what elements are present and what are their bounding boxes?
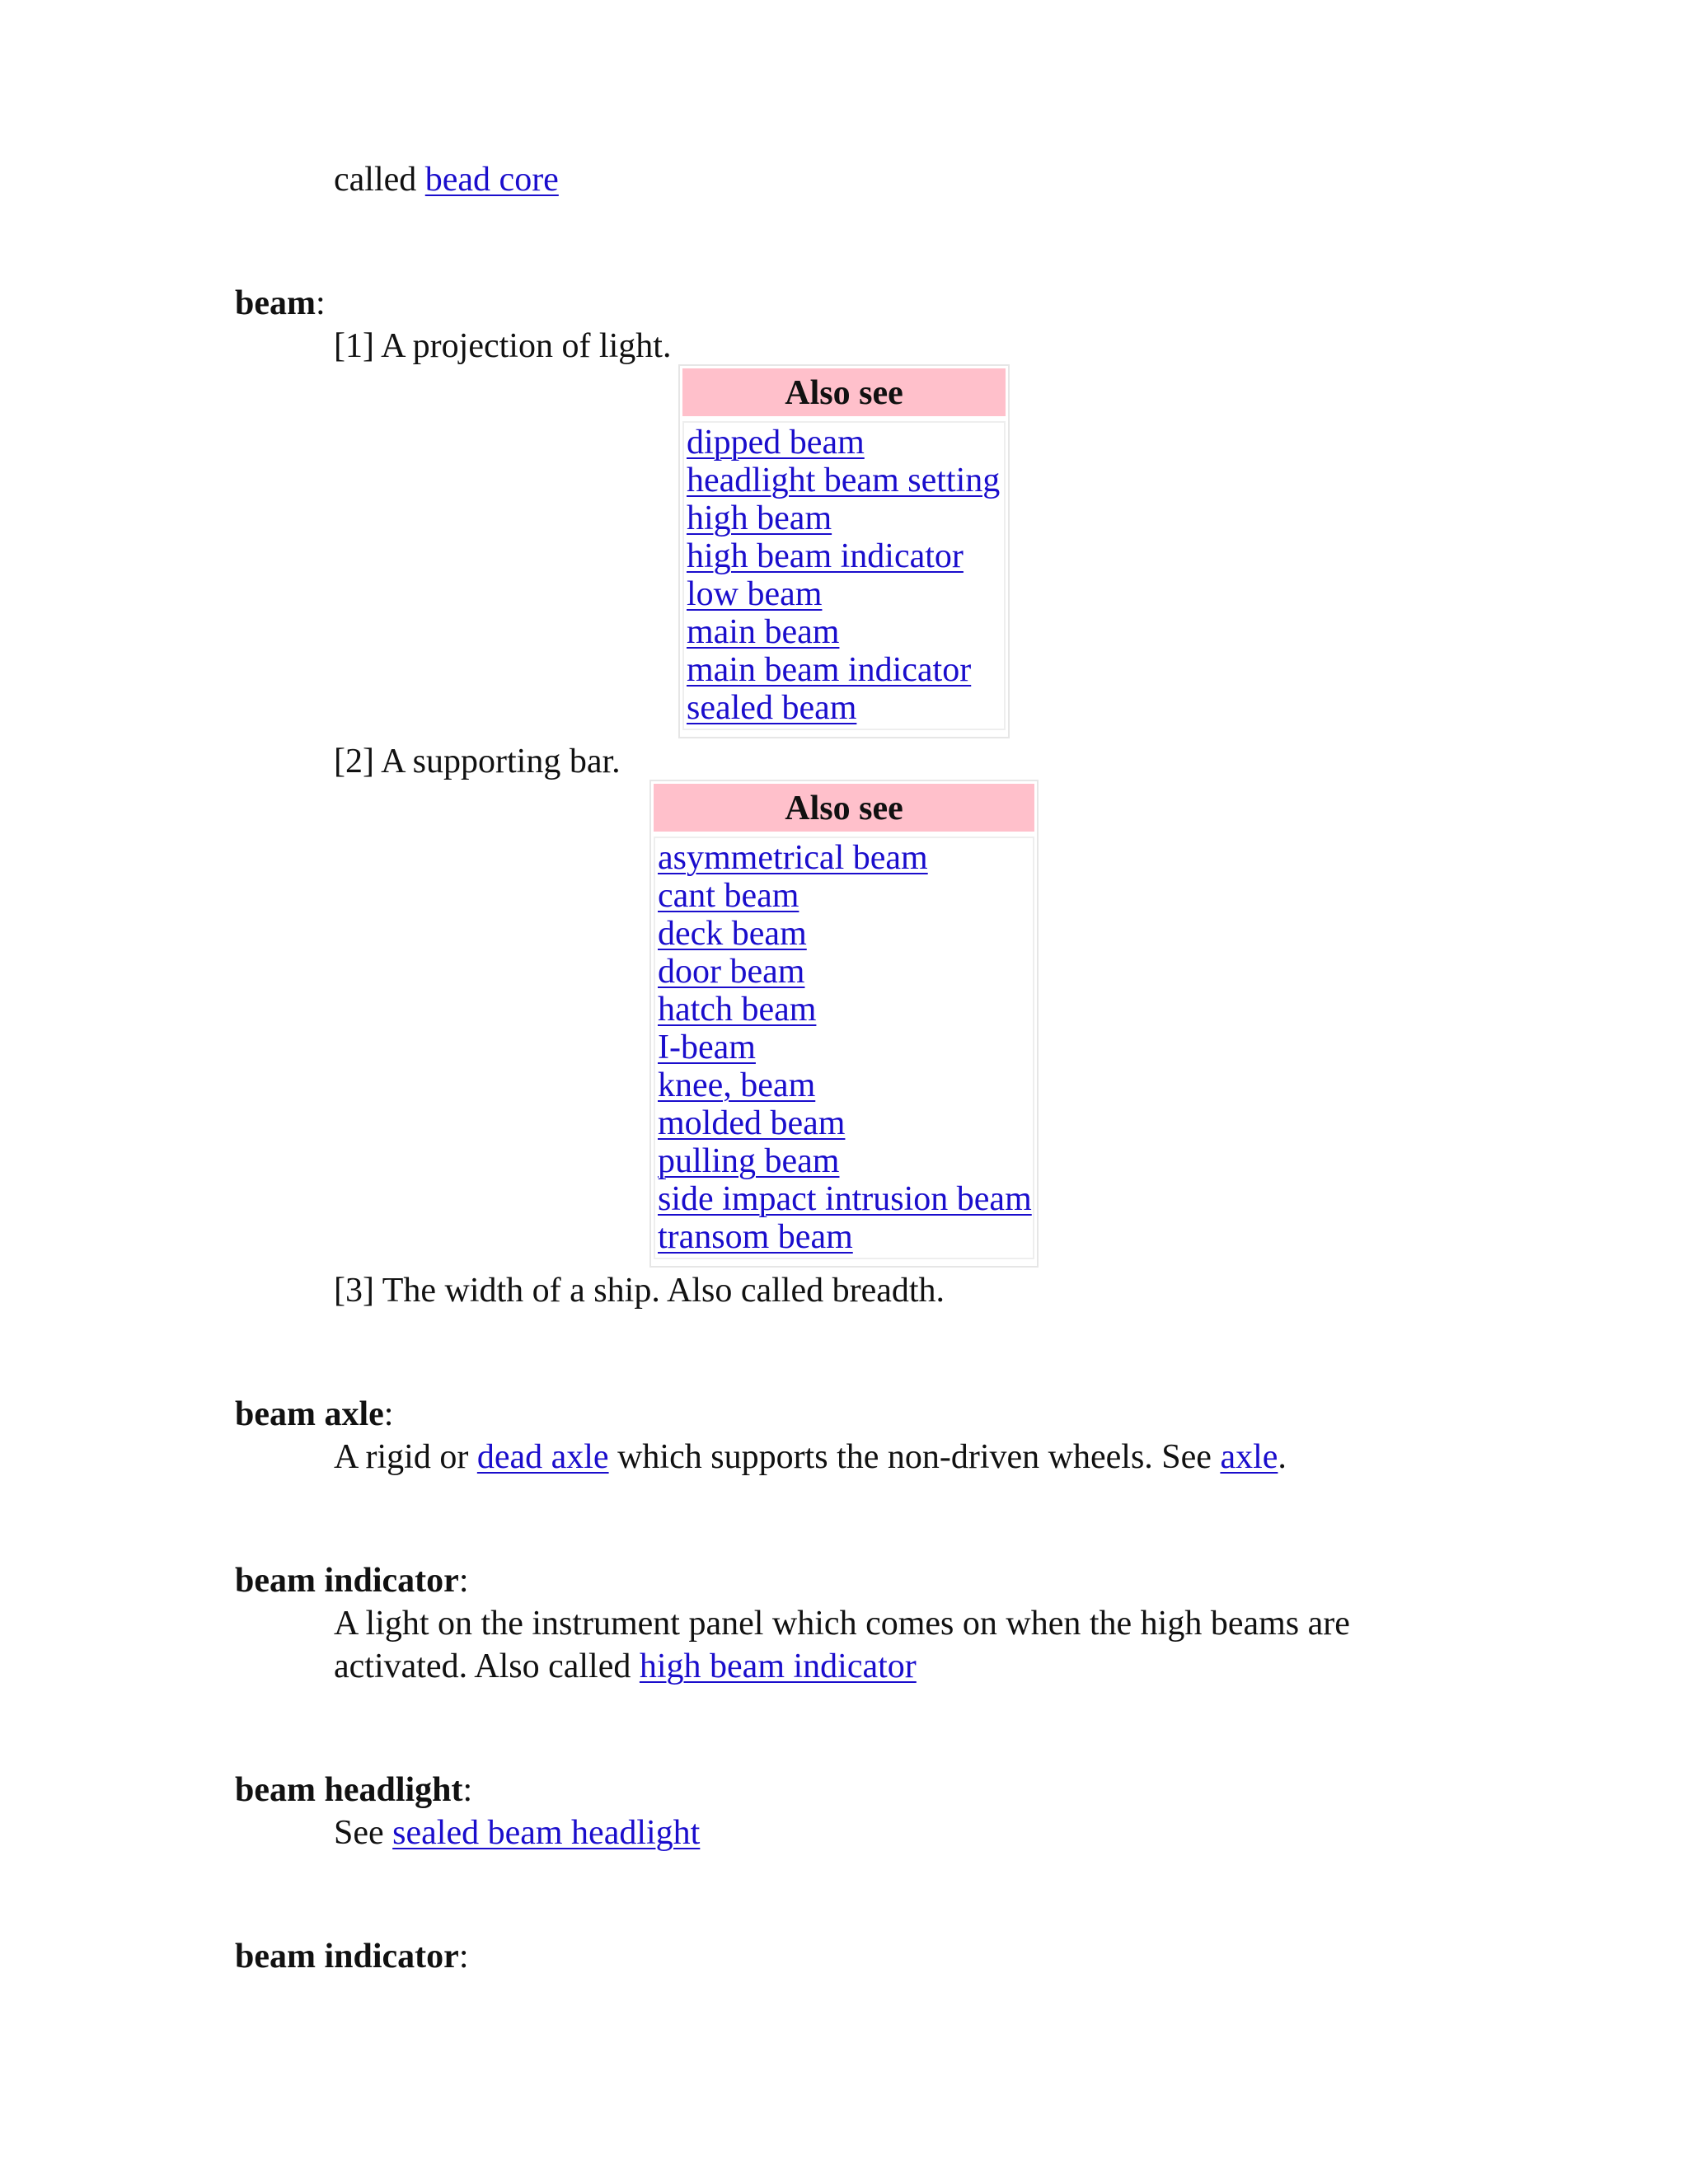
- definition-continuation: called bead core: [334, 161, 559, 199]
- link-asymmetrical-beam[interactable]: asymmetrical beam: [658, 839, 928, 877]
- link-i-beam[interactable]: I-beam: [658, 1029, 756, 1066]
- link-high-beam[interactable]: high beam: [687, 499, 832, 537]
- link-deck-beam[interactable]: deck beam: [658, 915, 807, 953]
- link-bead-core[interactable]: bead core: [424, 161, 559, 199]
- link-main-beam[interactable]: main beam: [687, 613, 840, 651]
- link-dipped-beam[interactable]: dipped beam: [687, 424, 865, 462]
- link-pulling-beam[interactable]: pulling beam: [658, 1142, 840, 1180]
- beam-axle-definition: A rigid or dead axle which supports the non-driven wheels. See axle.: [334, 1438, 1287, 1476]
- link-high-beam-indicator[interactable]: high beam indicator: [639, 1647, 917, 1685]
- link-door-beam[interactable]: door beam: [658, 953, 805, 991]
- link-low-beam[interactable]: low beam: [687, 575, 823, 613]
- also-see-title: Also see: [654, 784, 1034, 832]
- also-see-box-bar: [649, 780, 1039, 1268]
- link-sealed-beam[interactable]: sealed beam: [687, 689, 857, 727]
- entry-term-beam-indicator: beam indicator:: [235, 1562, 469, 1600]
- beam-sense-1: [1] A projection of light.: [334, 327, 672, 365]
- entry-term-beam-headlight: beam headlight:: [235, 1771, 473, 1809]
- link-headlight-beam-setting[interactable]: headlight beam setting: [687, 462, 1001, 499]
- link-hatch-beam[interactable]: hatch beam: [658, 991, 817, 1029]
- link-cant-beam[interactable]: cant beam: [658, 877, 799, 915]
- also-see-links: [682, 421, 1006, 730]
- also-see-box-light: [678, 364, 1010, 738]
- entry-term-beam: beam:: [235, 284, 326, 322]
- also-see-links: [654, 837, 1034, 1259]
- link-high-beam-indicator[interactable]: high beam indicator: [687, 537, 964, 575]
- also-see-title: Also see: [682, 368, 1006, 416]
- term-heading: beam headlight: [235, 1771, 463, 1809]
- term-heading: beam indicator: [235, 1938, 459, 1975]
- term-heading: beam axle: [235, 1395, 384, 1433]
- entry-term-beam-axle: beam axle:: [235, 1395, 394, 1433]
- link-axle[interactable]: axle: [1220, 1438, 1278, 1476]
- link-molded-beam[interactable]: molded beam: [658, 1104, 846, 1142]
- link-transom-beam[interactable]: transom beam: [658, 1218, 853, 1256]
- link-side-impact-intrusion-beam[interactable]: side impact intrusion beam: [658, 1180, 1032, 1218]
- beam-headlight-definition: See sealed beam headlight: [334, 1814, 701, 1852]
- link-knee-beam[interactable]: knee, beam: [658, 1066, 816, 1104]
- beam-indicator-definition-line-2: activated. Also called high beam indicator: [334, 1647, 917, 1685]
- beam-indicator-definition-line-1: A light on the instrument panel which comes on when the high beams are: [334, 1605, 1350, 1643]
- beam-sense-2: [2] A supporting bar.: [334, 743, 621, 780]
- link-dead-axle[interactable]: dead axle: [476, 1438, 609, 1476]
- entry-term-beam-indicator-2: beam indicator:: [235, 1938, 469, 1975]
- term-heading: beam: [235, 284, 316, 322]
- term-heading: beam indicator: [235, 1562, 459, 1600]
- link-main-beam-indicator[interactable]: main beam indicator: [687, 651, 972, 689]
- link-sealed-beam-headlight[interactable]: sealed beam headlight: [392, 1814, 701, 1852]
- beam-sense-3: [3] The width of a ship. Also called breadth.: [334, 1272, 945, 1310]
